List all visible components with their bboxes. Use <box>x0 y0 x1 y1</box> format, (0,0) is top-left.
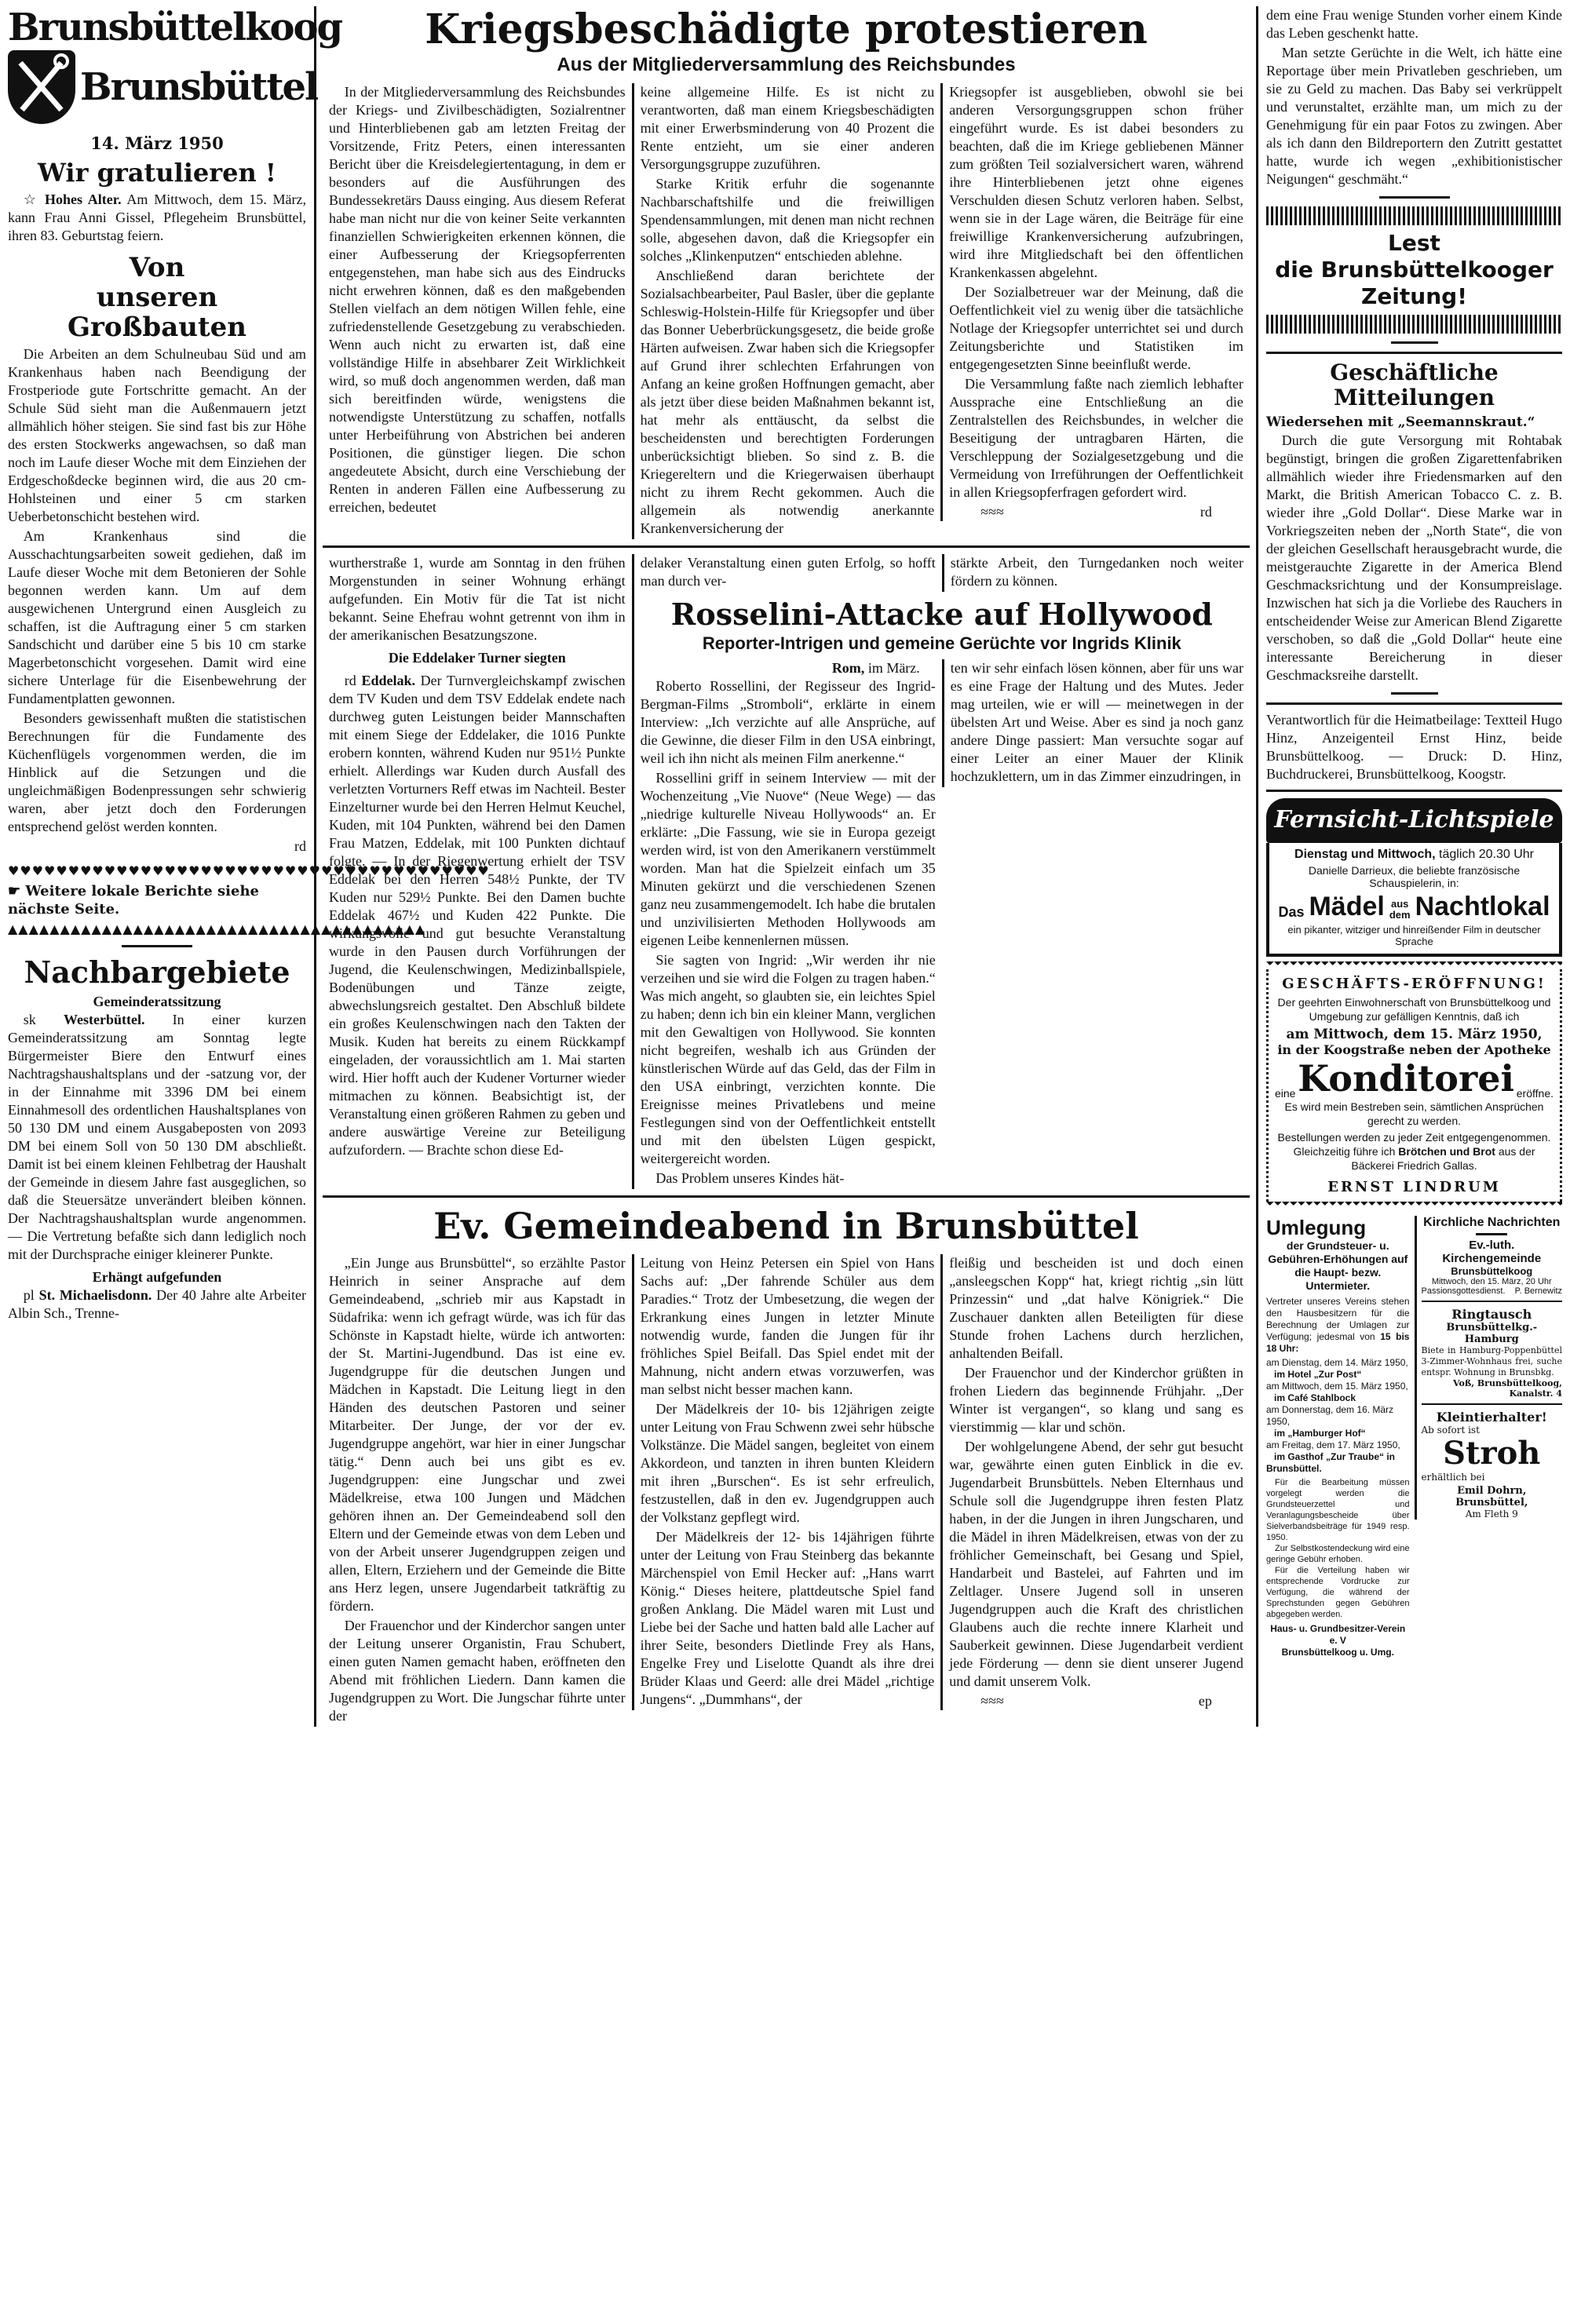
westerbuettel-text: sk Westerbüttel. In einer kurzen Gemeinderatssitzung am Sonntag legte Bürgermeister Biere den Entwurf eines Nachtragshaushaltsplans und der -satzung vor, der in der Einnahme mit 3396 DM bei einem Einnahmesoll des ordentlichen Haushaltsplanes von 50 130 DM und einem Ausgabeposten von 2093 DM bei einem Soll von 50 130 DM abschließt. Damit ist bei einem kleinen Fehlbetrag der Haushalt der Gemeinde in diesem Jahre fast ausgeglichen, so daß die Steuersätze unverändert bleiben können. Der Nachtragshaushaltsplan wurde angenommen. — Die Vertretung befaßte sich dann lediglich noch mit der Durchsprache einiger kleinerer Punkte. <box>8 1012 306 1262</box>
rosselini-p2: Rossellini griff in seinem Interview — mit der Wochenzeitung „Vie Nuove“ (Neue Wege) — das „niedrige kulturelle Niveau Hollywoods“ an. Er erklärte: „Die Fassung, wie sie in Europa gezeigt werden wird, ist von den Amerikanern verstümmelt worden. Man hat die Spielzeit einfach um 35 Minuten gekürzt und die verschiedenen Szenen ganz neu zusammengemodelt. Ich habe die brutalen und unzivilisierten Methoden Hollywoods am eigenen Leibe kennenlernen müssen. <box>640 770 936 948</box>
eroeffnung-p1: Es wird mein Bestreben sein, sämtlichen Ansprüchen gerecht zu werden. <box>1284 1100 1544 1127</box>
kirche-line-1: Mittwoch, den 15. März, 20 Uhr <box>1431 1277 1552 1286</box>
weitere-berichte <box>8 863 490 947</box>
lest-line-1: Lest <box>1388 230 1440 256</box>
krieg-columns <box>323 83 1250 539</box>
ringtausch-title: Ringtausch <box>1451 1307 1532 1322</box>
krieg-col2-p3: Anschließend daran berichtete der Sozialsachbearbeiter, Paul Basler, über die geplante Schleswig-Holstein-Hilfe für Kriegsopfer und über das Bonner Ueberbrückungsgesetz, die beide große Härten aufweisen. Zwar haben sich die Kriegsopfer auf Grund ihrer schlechten Erfahrungen von Anfang an keine großen Hoffnungen gemacht, aber als jetzt über diese beiden Maßnahmen bekannt ist, hat mehr als enttäuscht, da selbst die bescheidensten und berechtigten Forderungen unberücksichtigt blieben. So sind z. B. die Kriegereltern und die Kriegerwaisen überhaupt nicht zu ihrem Recht gekommen. Auch die allgemein als notwendig anerkannte Krankenversicherung der <box>640 268 935 536</box>
umlegung-date-item: am Dienstag, dem 14. März 1950, im Hotel „Zur Post“ <box>1266 1357 1408 1380</box>
kleintier-name: Emil Dohrn, Brunsbüttel, <box>1455 1485 1528 1509</box>
turner-col2-text: delaker Veranstaltung einen guten Erfolg, so hofft man durch ver- <box>640 555 936 589</box>
umlegung-sign-3: Brunsbüttelkoog u. Umg. <box>1281 1647 1394 1658</box>
divider <box>1391 341 1438 344</box>
baby-continuation <box>1266 6 1562 199</box>
baby-p2: Man setzte Gerüchte in die Welt, ich hätte eine Reportage über mein Privatleben geschrieben, um sie zu Geld zu machen. Das Baby sei verkrüppelt und verunstaltet, erzählte man, um mich zu der Genehmigung für ein paar Fotos zu zwingen. Aber als ich dann den Bildreportern den Zutritt gestattet hatte, wurde ich wegen „exhibitionistischer Neigungen“ geschmäht.“ <box>1266 45 1562 187</box>
lower-center-columns <box>323 554 1250 1189</box>
gemeinderat-heading: Gemeinderatssitzung <box>93 994 221 1009</box>
gemeindeabend-col3-p1: fleißig und bescheiden ist und doch einen „ansleegschen Kopp“ hat, kriegt richtig „sin lütt Prinzessin“ und „dat halve Königriek.“ Die Zuschauer dankten allen Beteiligten für diese Stunde frohen Lachens durch herzlichen, anhaltenden Beifall. <box>949 1255 1243 1361</box>
krieg-title: Kriegsbeschädigte protestieren <box>425 5 1148 53</box>
geschaeft-text: Durch die gute Versorgung mit Rohtabak begünstigt, bringen die großen Zigarettenfabriken allmählich wieder ihre Friedensmarken auf den Markt, die British American Tobacco C. z. B. wieder ihre „Gold Dollar“. Diese Marke war in Vorkriegszeiten neben der „North State“, die von der gleichen Gesellschaft herausgebracht wurde, die meistgerauchte Zigarette in der America Blend Geschmacksrichtung und der Konsumpreislage. Inzwischen hat sich ja die Vorliebe des Rauchers in entscheidender Weise zur American Blend Zigarette verschoben, so daß die „Gold Dollar“ heute eine interessante Bereicherung in dieser Geschmacksreihe darstellt. <box>1266 432 1562 683</box>
grossbauten-p2: Am Krankenhaus sind die Ausschachtungsarbeiten soweit gediehen, daß im Laufe dieser Woche mit dem Betonieren der Sohle begonnen werden kann. Um auf dem ausgewichenen Untergrund einen Ausgleich zu schaffen, ist die Auftragung einer 5 cm starken Sandschicht und darüber eine 5 bis 10 cm starke Magerbetonschicht vorgesehen. Damit wird eine sichere Unterlage für die Eisenbewehrung der Fundamentplatten gewonnen. <box>8 528 306 706</box>
gemeindeabend-signature: ep <box>1198 1693 1212 1709</box>
umlegung-ad <box>1266 1216 1415 1658</box>
eroeffnung-title: GESCHÄFTS-ERÖFFNUNG! <box>1282 976 1546 992</box>
gemeindeabend-col-3 <box>940 1254 1250 1710</box>
krieg-col-2 <box>632 83 941 539</box>
grossbauten-section <box>8 253 306 856</box>
kino-schedule: Dienstag und Mittwoch, täglich 20.30 Uhr <box>1294 848 1534 861</box>
kino-tagline: ein pikanter, witziger und hinreißender Film in deutscher Sprache <box>1287 924 1541 947</box>
masthead-line-2: Brunsbüttel <box>80 65 318 109</box>
gemeindeabend-col1-p2: Der Frauenchor und der Kinderchor sangen unter der Leitung unserer Organistin, Frau Schubert, einen guten Namen gemacht haben, eröffneten den Abend mit fröhlichen Liedern. Dann kamen die Jugendgruppen zu Wort. Die Jungschar führte unter der <box>329 1618 626 1724</box>
geschaeft-subhead: Wiedersehen mit „Seemannskraut.“ <box>1266 414 1535 430</box>
rosselini-col2-text: ten wir sehr einfach lösen können, aber für uns war es eine Frage der Haltung und des Mutes. Jeder mag urteilen, wie er will — meinetwegen in der übelsten Art und Weise. Aber es sind ja noch ganz andere Dinge passiert: Man versuchte sogar auf einer Leiter an einer Mauer der Klinik hochzuklettern, um in das Zimmer einzudringen, in <box>950 660 1243 784</box>
section-rule <box>1266 790 1562 792</box>
masthead-line-1: Brunsbüttelkoog <box>8 5 342 49</box>
umlegung-dates <box>1266 1357 1410 1475</box>
gemeindeabend-col-1 <box>323 1254 632 1727</box>
gratulieren-body: Am Mittwoch, dem 15. März, kann Frau Anni Gissel, Pflegeheim Brunsbüttel, ihren 83. Geburtstag feiern. <box>8 192 307 243</box>
krieg-subtitle: Aus der Mitgliederversammlung des Reichsbundes <box>557 54 1016 75</box>
krieg-signature: rd <box>1199 504 1212 520</box>
eroeffnung-date: am Mittwoch, dem 15. März 1950, <box>1286 1027 1543 1042</box>
gemeindeabend-col2-p2: Der Mädelkreis der 10- bis 12jährigen zeigte unter Leitung von Frau Schwenn zwei sehr hübsche Volkstänze. Die Mädel sangen, begleitet von einem Akkordeon, und tanzten in ihren bunten Kleidern mit ihren „Burschen“. Es ist sehr erfreulich, festzustellen, daß in den ev. Jugendgruppen auch der Volkstanz gepflegt wird. <box>640 1401 935 1525</box>
nachbargebiete-title: Nachbargebiete <box>24 954 290 990</box>
rosselini-p1: Roberto Rossellini, der Regisseur des Ingrid-Bergman-Films „Stromboli“, erklärte in einem Interview: „Ich verzichte auf alle Ansprüche, auf die Gewinne, die dieser Film in den USA einbringt, weil ich ihn nicht als meinen Film anerkenne.“ <box>640 678 936 766</box>
grossbauten-title-1: Von <box>129 252 185 283</box>
lest-zeitung-box <box>1266 206 1562 344</box>
umlegung-date-item: am Mittwoch, dem 15. März 1950, im Café Stahlbock <box>1266 1381 1408 1403</box>
gemeindeabend-col2-p3: Der Mädelkreis der 12- bis 14jährigen führte unter der Leitung von Frau Steinberg das bekannte Märchenspiel von Emil Hecker auf: „Hans warrt König.“ Dieses heitere, plattdeutsche Spiel fand großen Anklang. Die Mädel waren mit Lust und Liebe bei der Sache und hatten bald alle Lacher auf ihrer Seite, besonders Dietlinde Frey als Hans, Engelke Frey und Liselotte Quandt als ihre drei Brüder Klaas und Geerd: alle drei Mädel „richtige Jungens“. „Dummhans“, der <box>640 1529 935 1707</box>
divider <box>1476 1233 1507 1235</box>
pointing-hand-icon: ☛ <box>8 883 26 899</box>
gratulieren-section <box>8 158 306 245</box>
krieg-col3-p1: Kriegsopfer ist ausgeblieben, obwohl sie bei anderen Versorgungsgruppen schon früher eingeführt wurde. Es ist dabei besonders zu beachten, daß die im Kriege gebliebenen Männer zum größten Teil sozialversichert waren, während ihre Hinterbliebenen jetzt ohne eigenes Verschulden diesen Schutz verloren haben. Selbst, wenn sie in der Lage wären, die Beiträge für eine freiwillige Krankenversicherung aufzubringen, wird ihre Mitgliedschaft bei den öffentlichen Krankenkassen abgelehnt. <box>949 84 1243 280</box>
rosselini-col-2 <box>942 659 1250 787</box>
gemeindeabend-col2-p1: Leitung von Heinz Petersen ein Spiel von Hans Sachs auf: „Der fahrende Schüler aus dem Paradies.“ Trotz der Umbesetzung, die wegen der Erkrankung eines Jungen in letzter Minute notwendig wurde, fanden die Jungen für ihr fröhliches Spiel Beifall. Das Spiel endet mit der Mahnung, nicht andern etwas vorzuwerfen, was man selbst nicht besser machen kann. <box>640 1255 935 1397</box>
nachbargebiete-section <box>8 955 306 1323</box>
eroeffnung-p3: Gleichzeitig führe ich Brötchen und Brot aus der Bäckerei Friedrich Gallas. <box>1293 1145 1535 1172</box>
kleintier-l1: Ab sofort ist <box>1421 1425 1480 1436</box>
grossbauten-p3: Besonders gewissenhaft mußten die statistischen Berechnungen für die Fundamente des Küchenflügels vorgenommen werden, die im Hinblick auf die Setzungen und die ungleichmäßigen Bodenpressungen sehr schwierig waren, aber jetzt doch den Forderungen entsprechend gelöst werden konnten. <box>8 710 306 834</box>
umlegung-date-item: am Donnerstag, dem 16. März 1950, im „Hamburger Hof“ <box>1266 1404 1394 1439</box>
geschaeft-section <box>1266 360 1562 695</box>
krieg-col3-p2: Der Sozialbetreuer war der Meinung, daß die Oeffentlichkeit viel zu wenig über die tatsächliche Notlage der Kriegsopfer unterrichtet sei und durch Zeitungsberichte und Statistiken im entgegengesetzten Sinne beeinflußt werde. <box>949 284 1243 372</box>
masthead <box>8 5 342 153</box>
turner-col3-text: stärkte Arbeit, den Turngedanken noch weiter fördern zu können. <box>950 555 1243 589</box>
gratulieren-title: Wir gratulieren ! <box>38 158 276 188</box>
eroeffnung-intro: Der geehrten Einwohnerschaft von Brunsbüttelkoog und Umgebung zur gefälligen Kenntnis, daß ich <box>1277 996 1551 1023</box>
gratulieren-lead: Hohes Alter. <box>45 192 122 207</box>
kirche-title: Kirchliche Nachrichten <box>1423 1216 1561 1229</box>
krieg-col1-text: In der Mitgliederversammlung des Reichsbundes der Kriegs- und Zivilbeschädigten, Sozialrentner und Hinterbliebenen gab am letzten Freitag der Vorsitzende, Fritz Peters, einen interessanten Bericht über die Kreisdelegiertentagung, in dem er besonders auf die Ausführungen des Bundessekretärs Dauss einging. Aus diesem Referat habe man nicht nur die von keiner Seite verkannten finanziellen Schwierigkeiten erkennen können, die einer Aufbesserung der Kriegsopferrenten entgegenstehen, man habe sich aus des Eindrucks nicht erwehren können, daß es den maßgebenden Stellen vielfach an dem nötigen Willen fehle, eine zufriedenstellende Gesetzgebung zu verabschieden. Wenn auch nicht zu erwarten ist, daß eine vollständige Hilfe in absehbarer Zeit Wirklichkeit wird, so muß doch angenommen werden, daß man sich bereitfinden würde, wenigstens die notwendigste Unterstützung zu schaffen, notfalls unter Herbeiführung von Abstrichen bei anderen Positionen, die günstiger liegen. Die schon angedeutete Absicht, durch eine Verschiebung der Renten in anderen Fällen eine Aufbesserung zu erreichen, bedeutet <box>329 84 626 515</box>
issue-date: 14. März 1950 <box>90 133 224 153</box>
krieg-col2-p1: keine allgemeine Hilfe. Es ist nicht zu verantworten, daß man einem Kriegsbeschädigten mit einer Erwerbsminderung von 40 Prozent die Rente entzieht, um sie einer anderen Versorgungsgruppe zuzuführen. <box>640 84 935 172</box>
turner-heading: Die Eddelaker Turner siegten <box>388 650 566 666</box>
kleintier-title: Kleintierhalter! <box>1436 1410 1547 1425</box>
krieg-col3-p3: Die Versammlung faßte nach ziemlich lebhafter Aussprache eine Entschließung an die Zentralstellen des Reichsbundes, in welcher die Beseitigung der untragbaren Härten, die Verschleppung der Sozialgesetzgebung und die Vermeidung von Irreführungen der Oeffentlichkeit in allen Kriegsopferfragen gefordert wird. <box>949 376 1243 500</box>
gemeindeabend-col3-p2: Der Frauenchor und der Kinderchor grüßten in frohen Liedern das beginnende Frühjahr. „Der Winter ist vergangen“, so klang und sang es vierstimmig — klar und schön. <box>949 1365 1243 1435</box>
impressum <box>1266 711 1562 783</box>
rosselini-p3: Sie sagten von Ingrid: „Wir werden ihr nie verzeihen und sie wird die Folgen zu tragen haben.“ Was mich angeht, so glaubten sie, ein leichtes Spiel zu haben; denn ich bin ein kleiner Mann, verglichen mit den Gewaltigen von Hollywood. Sie konnten nicht begreifen, weshalb ich aus Gründen der künstlerischen Würde auf das Geld, das der Film in den USA einbringt, verzichten konnte. Die Ereignisse meines Privatlebens und meine Festlegungen sind von der Oeffentlichkeit entstellt und mit den übelsten Lügen gespickt, weitergereicht worden. <box>640 952 936 1166</box>
rosselini-p4: Das Problem unseres Kindes hät- <box>655 1170 845 1186</box>
squiggle-ornament: ≈≈≈ <box>980 1693 1004 1709</box>
kleintier-big: Stroh <box>1443 1435 1541 1472</box>
ringtausch-sub: Brunsbüttelkg.-Hamburg <box>1446 1322 1538 1345</box>
impressum-text: Verantwortlich für die Heimatbeilage: Textteil Hugo Hinz, Anzeigenteil Ernst Hinz, beide Brunsbüttelkoog. — Druck: D. Hinz, Buchdruckerei, Brunsbüttelkoog, Koogstr. <box>1266 712 1562 782</box>
kino-name: Fernsicht-Lichtspiele <box>1274 806 1554 834</box>
kirche-h3: Brunsbüttelkoog <box>1451 1265 1533 1277</box>
weitere-text: Weitere lokale Berichte siehe nächste Seite. <box>8 883 259 918</box>
section-rule <box>323 545 1250 548</box>
umlegung-note-2: Zur Selbstkostendeckung wird eine geringe Gebühr erhoben. <box>1266 1544 1410 1564</box>
rosselini-subtitle: Reporter-Intrigen und gemeine Gerüchte vor Ingrids Klinik <box>702 633 1181 653</box>
eroeffnung-konditorei: eine Konditorei eröffne. <box>1275 1057 1554 1100</box>
right-column <box>1256 6 1562 1727</box>
rosselini-headline-block <box>634 592 1250 659</box>
erhaengt-heading: Erhängt aufgefunden <box>92 1269 222 1285</box>
grossbauten-title-2: unseren Großbauten <box>67 282 247 343</box>
krieg-col2-p2: Starke Kritik erfuhr die sogenannte Nachbarschaftshilfe und die freiwilligen Spendensammlungen, mit denen man nicht rechnen solle, abgesehen davon, daß die Kriegsopfer ein solches „Klinkenputzen“ entschieden ablehne. <box>640 176 935 264</box>
turner-text: rd Eddelak. Der Turnvergleichskampf zwischen dem TV Kuden und dem TSV Eddelak endete nach durchweg guten Leistungen beider Mannschaften mit einem Siege der Eddelaker, die 1016 Punkte erobern konnten, während Kuden nur 951½ Punkte erhielt. Allerdings war Kuden durch Ausfall des verletzten Vorturners Reff etwas im Nachteil. Bester Einzelturner wurde bei den Herren Helmut Keuchel, Kuden, mit 104 Punkten, während bei den Damen Frau Matzen, Eddelak, mit 100 Punkten dichtauf folgte. — In der Riegenwertung erhielt der TSV Eddelak bei den Herren 548½ Punkte, der TV Kuden nur 529½ Punkte. Bei den Damen buchte Eddelak 467½ und Kuden 422 Punkte. Die wirkungsvolle und gut besuchte Veranstaltung wurde in den Pausen durch Vorführungen der Jugend, die Keulenschwingen, Medizinballspiele, Bodenübungen und Tänze zeigte, abwechslungsreich gestaltet. Den Abschluß bildete ein großes Keulenschwingen nach den Takten der Musik. Kuden hat bereits zu einem Rückkampf eingeladen, der voraussichtlich am 1. Mai starten wird. Hier hofft auch der Kudener Vorturner wieder mitmachen zu können. Beabsichtigt ist, der Veranstaltung einen größeren Rahmen zu geben und andere auswärtige Vereine zur Beteiligung aufzufordern. — Brachte schon diese Ed- <box>329 673 626 1158</box>
geschaeft-title-2: Mitteilungen <box>1333 385 1495 410</box>
turner-col-2 <box>634 554 942 592</box>
gemeindeabend-col-2 <box>632 1254 941 1710</box>
zigzag-border <box>1266 1202 1562 1209</box>
rosselini-columns <box>634 659 1250 1189</box>
umlegung-intro: Vertreter unseres Vereins stehen den Hausbesitzern für die Berechnung der Umlagen zur Verfügung; jedesmal von 15 bis 18 Uhr: <box>1266 1296 1410 1354</box>
grossbauten-p1: Die Arbeiten an dem Schulneubau Süd und am Krankenhaus haben nach Beendigung der Frostperiode gute Fortschritte gemacht. An der Schule Süd sieht man die Außenmauern jetzt allmählich höher steigen. Sie sind fast bis zur Höhe des ersten Stockwerks angewachsen, so daß man noch im Laufe dieser Woche mit dem Einziehen der Erdgeschoßdecke beginnen wird, die aus 20 cm-Hohlsteinen und einer 5 cm starken Ueberbetonschicht bestehen wird. <box>8 346 306 524</box>
baby-p1: dem eine Frau wenige Stunden vorher einem Kinde das Leben geschenkt hatte. <box>1266 7 1562 41</box>
kino-film-title: Das Mädel aus dem Nachtlokal <box>1278 892 1550 921</box>
kino-actress: Danielle Darrieux, die beliebte französische Schauspielerin, in: <box>1308 864 1521 889</box>
kino-name-banner <box>1266 798 1562 843</box>
star-icon: ☆ <box>23 192 45 207</box>
barcode-ornament <box>1266 315 1562 334</box>
umlegung-date-item: am Freitag, dem 17. März 1950, im Gasthof „Zur Traube“ in Brunsbüttel. <box>1266 1439 1400 1474</box>
hearts-ornament: ♥♥♥♥♥♥♥♥♥♥♥♥♥♥♥♥♥♥♥♥♥♥♥♥♥♥♥♥♥♥♥♥♥♥♥♥♥♥♥♥ <box>8 863 490 878</box>
section-rule <box>1266 702 1562 705</box>
section-rule <box>323 1195 1250 1198</box>
eroeffnung-p2: Bestellungen werden zu jeder Zeit entgegengenommen. <box>1277 1131 1551 1144</box>
section-rule <box>1266 352 1562 354</box>
geschaeft-title-1: Geschäftliche <box>1330 359 1499 385</box>
gemeindeabend-columns <box>323 1254 1250 1727</box>
umlegung-sign-1: Haus- u. Grundbesitzer-Verein <box>1270 1623 1406 1634</box>
gemeindeabend-col1-p1: „Ein Junge aus Brunsbüttel“, so erzählte Pastor Heinrich in seiner Ansprache auf dem Gemeindeabend, „schrieb mir aus Kapstadt in Südafrika: wenn ich gefragt würde, was ich für das Schönste in Kapstadt hielte, würde ich antworten: der St. Martini-Jugendbund. Das ist eine ev. Jugendgruppe für die deutschen Jungen und Mädchen in Kapstadt. Die Leitung liegt in den Händen des deutschen Pastoren und seiner Mitarbeiter. Der Junge, der vor der ev. Jugendgruppe angehört, war hier in einer Jungschar tätig.“ Denn auch bei uns gibt es ev. Jugendgruppen: eine Jungschar und zwei Mädelkreise, etwa 100 Jungen und Mädchen gehören ihnen an. Der Gemeindeabend soll den Eltern und der Gemeinde etwas von dem Leben und von der Arbeit unserer Jugendgruppen zeigen und allen, Eltern, Erziehern und der Gemeinde die Bitte ans Herz legen, unsere Jugendarbeit tatkräftig zu fördern. <box>329 1255 626 1614</box>
umlegung-sign-2: e. V <box>1329 1635 1346 1646</box>
gemeindeabend-col3-p3: Der wohlgelungene Abend, der sehr gut besucht war, gewährte einen guten Einblick in die ev. Jugendarbeit Brunsbüttels. Neben Elternhaus und Schule soll die Jugendgruppe ihren festen Platz haben, in der die Jungen in ihren Jungscharen, und die Mädel in ihren Mädelkreisen, etwas von der zu fröhlicher Gemeinschaft, bei Gesang und Spiel, Handarbeit und Bastelei, auf Fahrten und im Zeltlager. Unsere Jugend soll in unseren Jugendgruppen auch die Kraft des christlichen Glaubens auch die rechte innere Klarheit und Sauberkeit gewinnen. Diese Jugendarbeit verdient jede Förderung — denn sie dient unserer Jugend und damit unserem Volk. <box>949 1439 1243 1689</box>
rosselini-title: Rosselini-Attacke auf Hollywood <box>670 597 1213 632</box>
grossbauten-signature: rd <box>294 838 306 854</box>
kirche-line-2: Passionsgottesdienst. P. Bernewitz <box>1421 1286 1562 1296</box>
zigzag-border <box>1266 961 1562 969</box>
triangles-ornament: ▲▲▲▲▲▲▲▲▲▲▲▲▲▲▲▲▲▲▲▲▲▲▲▲▲▲▲▲▲▲▲▲▲▲▲▲▲▲▲▲ <box>8 921 426 936</box>
lest-line-3: Zeitung! <box>1361 283 1467 309</box>
kleintier-addr: Am Fleth 9 <box>1465 1509 1518 1520</box>
anchor-shovel-crest-icon <box>8 50 75 124</box>
eroeffnung-place: in der Koogstraße neben der Apotheke <box>1277 1042 1551 1057</box>
divider <box>122 945 192 947</box>
umlegung-title: Umlegung <box>1266 1216 1367 1239</box>
kirche-h2: Kirchengemeinde <box>1442 1252 1542 1265</box>
gratulieren-text <box>8 191 306 245</box>
rosselini-col-1 <box>634 659 942 1189</box>
rosselini-dateline: Rom, im März. <box>831 660 920 676</box>
turner-col-3 <box>942 554 1250 592</box>
umlegung-note-3: Für die Verteilung haben wir entsprechende Vordrucke zur Verfügung, die während der Sprechstunden gegen Gebühren abgegeben werden. <box>1266 1566 1410 1619</box>
section-rule <box>1422 1403 1563 1405</box>
section-rule <box>1422 1301 1563 1302</box>
krieg-col-3 <box>940 83 1250 521</box>
kirche-ad <box>1415 1216 1563 1520</box>
small-ads-row <box>1266 1216 1562 1658</box>
eroeffnung-ad <box>1266 969 1562 1202</box>
divider <box>1391 692 1438 695</box>
umlegung-note-1: Für die Bearbeitung müssen vorgelegt werden die Grundsteuerzettel und Veranlagungsbescheide über Sielverbandsbeiträge für 1949 resp. 1950. <box>1266 1478 1410 1542</box>
gemeindeabend-title: Ev. Gemeindeabend in Brunsbüttel <box>433 1205 1139 1247</box>
divider <box>1379 196 1450 199</box>
krieg-headline-block <box>323 6 1250 77</box>
ringtausch-sign-1: Voß, Brunsbüttelkoog, <box>1452 1378 1562 1388</box>
rosselini-area <box>632 554 1250 1189</box>
turner-continuations <box>634 554 1250 592</box>
eroeffnung-sign: ERNST LINDRUM <box>1327 1179 1501 1195</box>
michaelisdonn-text: pl St. Michaelisdonn. Der 40 Jahre alte Arbeiter Albin Sch., Trenne- <box>8 1287 306 1321</box>
kirche-h1: Ev.-luth. <box>1469 1239 1515 1252</box>
squiggle-ornament: ≈≈≈ <box>980 504 1004 520</box>
kleintier-l2: erhältlich bei <box>1421 1472 1485 1483</box>
barcode-ornament <box>1266 206 1562 225</box>
ringtausch-sign-2: Kanalstr. 4 <box>1509 1388 1562 1399</box>
krieg-col-1 <box>323 83 632 518</box>
ringtausch-text: Biete in Hamburg-Poppenbüttel 3-Zimmer-Wohnhaus frei, suche entspr. Wohnung in Brunsbkg. <box>1421 1345 1562 1377</box>
erhaengt-continuation: wurtherstraße 1, wurde am Sonntag in den frühen Morgenstunden in seiner Wohnung erhängt aufgefunden. Ein Motiv für die Tat ist nicht bekannt. Seine Ehefrau wohnt getrennt von ihm in der amerikanischen Besatzungszone. <box>329 555 626 643</box>
umlegung-subtitle: der Grundsteuer- u. Gebühren-Erhöhungen auf die Haupt- bezw. Untermieter. <box>1268 1239 1408 1292</box>
kino-ad <box>1266 798 1562 957</box>
lest-line-2: die Brunsbüttelkooger <box>1275 257 1554 283</box>
center-area <box>314 6 1256 1727</box>
turner-col-1 <box>323 554 632 1161</box>
